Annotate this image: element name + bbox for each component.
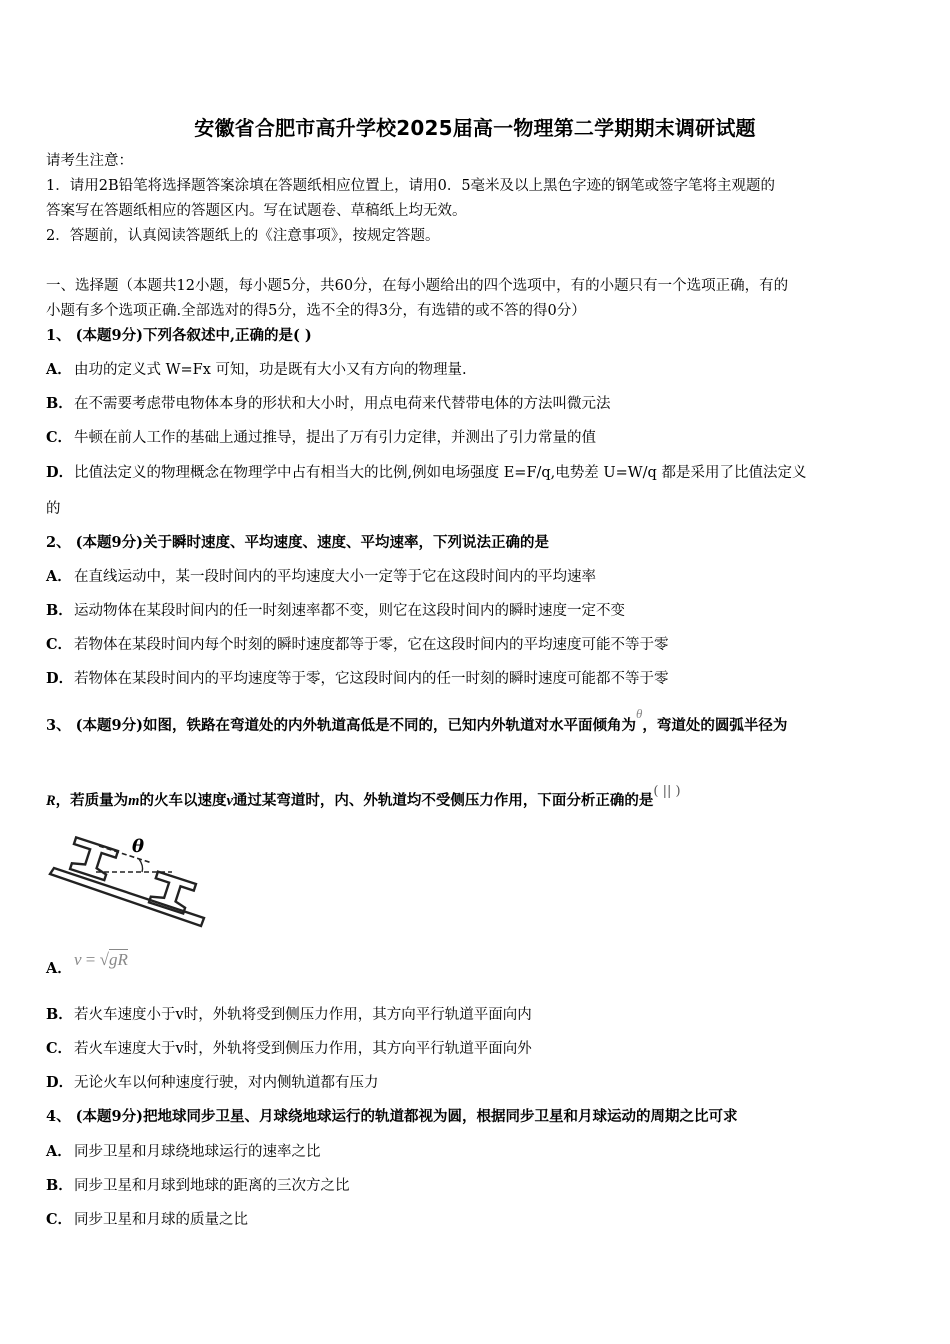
option-text: 若火车速度小于v时，外轨将受到侧压力作用，其方向平行轨道平面向内 [74, 1007, 532, 1023]
q3-stem-text: ，若质量为 [55, 792, 129, 809]
option-label: A． [46, 960, 72, 977]
option-label: D． [46, 1074, 74, 1091]
q3-option-b [46, 1005, 532, 1025]
option-label: A． [46, 1143, 72, 1160]
q4-stem: 4、 (本题9分)把地球同步卫星、月球绕地球运行的轨道都视为圆，根据同步卫星和月球运动的周期之比可求 [46, 1108, 738, 1125]
notice-item-2: 2．答题前，认真阅读答题纸上的《注意事项》，按规定答题。 [46, 228, 440, 244]
q3-stem-text: 3、 (本题9分)如图，铁路在弯道处的内外轨道高低是不同的，已知内外轨道对水平面倾角为 [46, 717, 636, 734]
q1-stem: 1、 (本题9分)下列各叙述中,正确的是( ) [46, 327, 312, 344]
q3-stem-line-2 [46, 784, 681, 812]
option-label: B． [46, 1177, 73, 1194]
formula-v: v [74, 950, 82, 969]
q1-option-b [46, 394, 611, 414]
option-label: C． [46, 1211, 73, 1228]
q4-option-a [46, 1142, 321, 1162]
page-title: 安徽省合肥市高升学校2025届高一物理第二学期期末调研试题 [194, 116, 756, 140]
option-text: 同步卫星和月球的质量之比 [74, 1212, 248, 1228]
q1-option-c [46, 428, 596, 448]
q2-option-b [46, 601, 625, 621]
q3-stem-text: 的火车以速度 [139, 792, 227, 809]
q2-option-c [46, 635, 669, 655]
option-text: 同步卫星和月球到地球的距离的三次方之比 [74, 1178, 350, 1194]
option-label: B． [46, 602, 73, 619]
q3-option-c [46, 1039, 532, 1059]
option-text: 在不需要考虑带电物体本身的形状和大小时，用点电荷来代替带电体的方法叫微元法 [74, 396, 611, 412]
q3-stem-text: ，弯道处的圆弧半径为 [642, 717, 788, 734]
notice-item-1-line-1: 1．请用2B铅笔将选择题答案涂填在答题纸相应位置上，请用0．5毫米及以上黑色字迹的钢笔或签字笔将主观题的 [46, 178, 776, 194]
q1-option-d [46, 463, 806, 483]
angle-arc [139, 859, 143, 872]
option-text: 在直线运动中，某一段时间内的平均速度大小一定等于它在这段时间内的平均速率 [74, 569, 596, 585]
figure-theta-label: θ [132, 836, 145, 857]
q3-stem-text: 通过某弯道时，内、外轨道均不受侧压力作用，下面分析正确的是 [232, 792, 654, 809]
option-text: 无论火车以何种速度行驶，对内侧轨道都有压力 [74, 1075, 379, 1091]
option-text: 若火车速度大于v时，外轨将受到侧压力作用，其方向平行轨道平面向外 [74, 1041, 532, 1057]
option-text: 若物体在某段时间内的平均速度等于零，它这段时间内的任一时刻的瞬时速度可能都不等于零 [74, 671, 669, 687]
var-R: R [46, 793, 56, 809]
var-m: m [128, 793, 140, 809]
q2-stem: 2、 (本题9分)关于瞬时速度、平均速度、速度、平均速率，下列说法正确的是 [46, 534, 549, 551]
answer-paren: ( || ) [653, 784, 681, 799]
theta-symbol: θ [635, 706, 643, 721]
q2-option-a [46, 567, 596, 587]
rail-base [50, 868, 204, 926]
option-text: 比值法定义的物理概念在物理学中占有相当大的比例,例如电场强度 E=F/q,电势差 U=W/q 都是采用了比值法定义 [74, 465, 807, 481]
option-text: 若物体在某段时间内每个时刻的瞬时速度都等于零，它在这段时间内的平均速度可能不等于零 [74, 637, 669, 653]
formula-v-sqrt-gR: v = √gR [74, 950, 128, 969]
option-text: 牛顿在前人工作的基础上通过推导，提出了万有引力定律，并测出了引力常量的值 [74, 430, 596, 446]
option-label: C． [46, 1040, 73, 1057]
var-v: v [226, 793, 233, 809]
notice-heading: 请考生注意： [46, 153, 133, 169]
option-text: 同步卫星和月球绕地球运行的速率之比 [74, 1144, 321, 1160]
formula-eq: = [85, 950, 96, 969]
q2-option-d [46, 669, 669, 689]
option-label: D． [46, 670, 74, 687]
rail-track-figure [44, 828, 209, 934]
section-line-2: 小题有多个选项正确.全部选对的得5分，选不全的得3分，有选错的或不答的得0分） [46, 303, 586, 319]
q1-option-d-cont: 的 [46, 501, 61, 517]
q1-option-a [46, 360, 467, 380]
option-label: C． [46, 636, 73, 653]
q3-option-a [46, 950, 128, 979]
q4-option-c [46, 1210, 248, 1230]
option-label: C． [46, 429, 73, 446]
option-label: A． [46, 361, 72, 378]
option-label: B． [46, 395, 73, 412]
option-label: A． [46, 568, 72, 585]
notice-item-1-line-2: 答案写在答题纸相应的答题区内。写在试题卷、草稿纸上均无效。 [46, 203, 467, 219]
section-line-1: 一、选择题（本题共12小题，每小题5分，共60分，在每小题给出的四个选项中，有的小题只有一个选项正确，有的 [46, 278, 789, 294]
q3-option-d [46, 1073, 379, 1093]
q3-stem-line-1 [46, 706, 788, 736]
option-label: D． [46, 464, 74, 481]
option-label: B． [46, 1006, 73, 1023]
option-text: 由功的定义式 W=Fx 可知，功是既有大小又有方向的物理量. [74, 362, 467, 378]
q4-option-b [46, 1176, 350, 1196]
formula-radicand: gR [108, 950, 128, 969]
option-text: 运动物体在某段时间内的任一时刻速率都不变，则它在这段时间内的瞬时速度一定不变 [74, 603, 625, 619]
